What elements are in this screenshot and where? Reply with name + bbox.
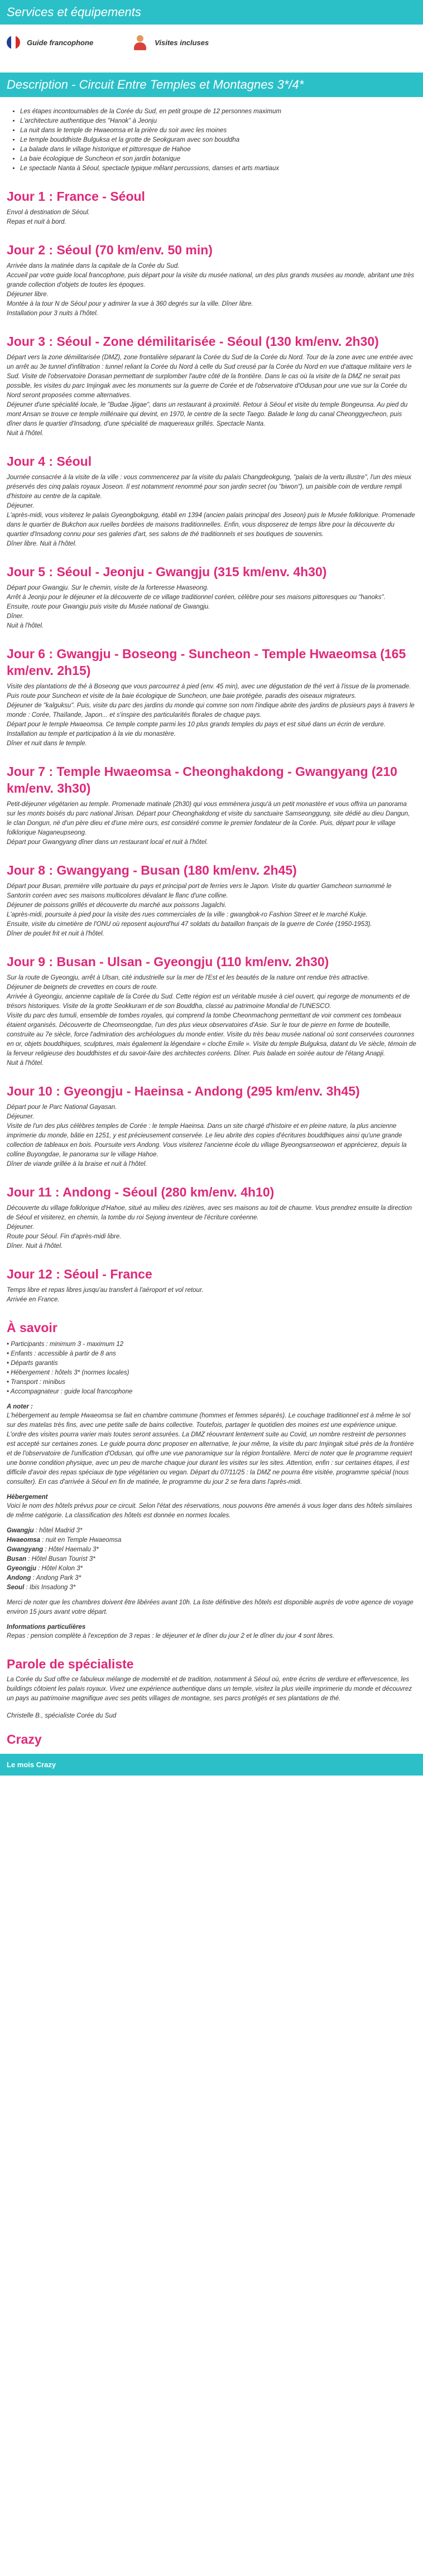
day-title: Jour 1 : France - Séoul: [7, 189, 145, 204]
day-line: Départ pour le Parc National Gayasan.: [7, 1104, 117, 1111]
hotel-row: Andong : Andong Park 3*: [7, 1575, 81, 1581]
info-heading: Informations particulières: [7, 1624, 86, 1630]
hotel-name: Hôtel Busan Tourist 3*: [31, 1556, 95, 1562]
day-line: Arrivée en France.: [7, 1296, 60, 1303]
day-title: Jour 5 : Séoul - Jeonju - Gwangju (315 km/env. 4h30): [7, 565, 327, 579]
savoir-list: [7, 1340, 416, 1397]
day-title: Jour 7 : Temple Hwaeomsa - Cheonghakdong - Gwangyang (210 km/env. 3h30): [7, 764, 397, 795]
hotel-name: Hôtel Haemalu 3*: [48, 1546, 99, 1553]
day-description: [7, 682, 416, 749]
hotel-city: Gyeongju: [7, 1565, 37, 1572]
hotel-city: Busan: [7, 1556, 27, 1562]
services-header: Services et équipements: [0, 0, 423, 25]
day-line: Dîner libre. Nuit à l'hôtel.: [7, 541, 77, 547]
day-line: Ensuite, route pour Gwangju puis visite du Musée national de Gwangju.: [7, 604, 210, 610]
savoir-item: • Transport : minibus: [7, 1378, 416, 1387]
hotel-row: Gyeongju : Hôtel Kolon 3*: [7, 1565, 83, 1572]
hotel-row: Busan : Hôtel Busan Tourist 3*: [7, 1556, 95, 1562]
day-line: Départ pour Gwangju. Sur le chemin, visite de la forteresse Hwaseong.: [7, 585, 209, 591]
highlights-list: [7, 107, 416, 173]
hotel-row: Gwangju : hôtel Madrid 3*: [7, 1527, 83, 1534]
day-line: Installation pour 3 nuits à l'hôtel.: [7, 310, 98, 317]
highlight-item: • Le spectacle Nanta à Séoul, spectacle typique mêlant percussions, danses et arts martiaux: [20, 164, 416, 173]
day-line: Déjeuner de "kalguksu". Puis, visite du parc des jardins du monde qui comme son nom l'indique abrite des jardins de plusieurs pays à travers le monde : Corée, Thaïlande, Japon... et s'inspire des particularités florales de chaque pays.: [7, 702, 415, 718]
day-line: Dîner. Nuit à l'hôtel.: [7, 1243, 63, 1250]
service-visits-label: Visites incluses: [155, 38, 209, 47]
day-line: Nuit à l'hôtel.: [7, 1060, 44, 1067]
day-line: Accueil par votre guide local francophone, puis départ pour la visite du musée national, un des plus grands musées au monde, abritant une très grande collection d'objets de toutes les époques.: [7, 272, 415, 288]
hotel-name: hôtel Madrid 3*: [39, 1527, 83, 1534]
day-line: Déjeuner de poissons grillés et découverte du marché aux poissons Jagalchi.: [7, 902, 227, 909]
savoir-item: • Départs garantis: [7, 1359, 416, 1368]
parole-title: Parole de spécialiste: [7, 1657, 134, 1671]
hotel-city: Seoul: [7, 1584, 25, 1591]
service-guide-label: Guide francophone: [27, 38, 94, 47]
hotel-name: Andong Park 3*: [36, 1575, 81, 1581]
day-description: [7, 973, 416, 1068]
day-description: [7, 473, 416, 549]
day-line: Départ vers la zone démilitarisée (DMZ), zone frontalière séparant la Corée du Sud de la Corée du Nord. Tour de la zone avec une entrée avec un arrêt au 3e tunnel d'infiltration : tunnel reliant la Corée du Nord à celle du Sud creusé par la Corée du Nord en vue d'attaque militaire vers le Sud. Visite de l'observatoire Dorasan permettant de surplomber l'autre côté de la frontière. Dans le cas où la visite de la DMZ ne serait pas possible, les visites du parc Imjingak avec les monuments sur la guerre de Corée et de l'observatoire d'Odusan pour une vue sur la Corée du Nord seront proposées comme alternatives.: [7, 354, 414, 399]
day-line: Montée à la tour N de Séoul pour y admirer la vue à 360 degrés sur la ville. Dîner libre.: [7, 301, 253, 307]
hebergement-heading: Hébergement: [7, 1494, 48, 1501]
day-description: [7, 583, 416, 631]
day-line: Arrivée dans la matinée dans la capitale de la Corée du Sud.: [7, 263, 180, 269]
day-line: Dîner de poulet frit et nuit à l'hôtel.: [7, 930, 104, 937]
day-description: [7, 208, 416, 227]
day-description: [7, 1103, 416, 1169]
french-flag-icon: [7, 36, 20, 49]
hotel-row: Hwaeomsa : nuit en Temple Hwaeomsa: [7, 1537, 122, 1543]
highlight-item: • La nuit dans le temple de Hwaeomsa et la prière du soir avec les moines: [20, 126, 416, 136]
day-line: Sur la route de Gyeongju, arrêt à Ulsan, cité industrielle sur la mer de l'Est et les beautés de la nature ont rendue très attractive.: [7, 975, 369, 981]
day-line: Route pour Séoul. Fin d'après-midi libre.: [7, 1233, 122, 1240]
hotel-name: Ibis Insadong 3*: [29, 1584, 76, 1591]
day-title: Jour 4 : Séoul: [7, 454, 92, 469]
day-line: Arrêt à Jeonju pour le déjeuner et la découverte de ce village traditionnel coréen, célèbre pour ses maisons pittoresques ou "hanoks".: [7, 594, 386, 601]
day-line: Envol à destination de Séoul.: [7, 209, 90, 216]
day-title: Jour 2 : Séoul (70 km/env. 50 min): [7, 243, 213, 257]
day-description: [7, 1204, 416, 1251]
day-line: Nuit à l'hôtel.: [7, 430, 44, 437]
day-description: [7, 353, 416, 438]
savoir-item: • Enfants : accessible à partir de 8 ans: [7, 1349, 416, 1359]
day-line: Nuit à l'hôtel.: [7, 623, 44, 629]
info-text: Repas : pension complète à l'exception de 3 repas : le déjeuner et le dîner du jour 2 et le dîner du jour 4 sont libres.: [7, 1633, 335, 1639]
itinerary: [7, 188, 416, 1305]
savoir-title: À savoir: [7, 1320, 57, 1335]
note-heading: A noter :: [7, 1403, 33, 1410]
day-line: Déjeuner libre.: [7, 291, 49, 298]
day-title: Jour 10 : Gyeongju - Haeinsa - Andong (295 km/env. 3h45): [7, 1084, 360, 1098]
day-title: Jour 6 : Gwangju - Boseong - Suncheon - Temple Hwaeomsa (165 km/env. 2h15): [7, 647, 406, 678]
day-line: Visite de l'un des plus célèbres temples de Corée : le temple Haeinsa. Dans un site chargé d'histoire et en pleine nature, la plus ancienne imprimerie du monde, bâtie en 1251, y est précieusement conservée. Le lieu abrite des copies d'écritures bouddhiques ainsi qu'une grande collection de tableaux en bois. Poursuite vers Andong. Vous visiterez l'ancienne école du village Byeongsanseowon et apprécierez, depuis la colline Buyongdae, le panorama sur le village Hahoe.: [7, 1123, 407, 1158]
highlight-item: • La balade dans le village historique et pittoresque de Hahoe: [20, 145, 416, 155]
day-line: Arrivée à Gyeongju, ancienne capitale de la Corée du Sud. Cette région est un véritable musée à ciel ouvert, qui regorge de monuments et de trésors historiques. Visite de la grotte Seokkuram et de son Bouddha, classé au patrimoine Mondial de l'UNESCO.: [7, 993, 410, 1010]
description-header: Description - Circuit Entre Temples et Montagnes 3*/4*: [0, 73, 423, 97]
day-title: Jour 3 : Séoul - Zone démilitarisée - Séoul (130 km/env. 2h30): [7, 334, 379, 349]
day-line: Déjeuner.: [7, 503, 35, 509]
day-line: Départ pour le temple Hwaeomsa. Ce temple compte parmi les 10 plus grands temples du pays et est situé dans un écrin de verdure. Installation au temple et participation à la vie du monastère.: [7, 721, 386, 737]
reservations-text: Merci de noter que les chambres doivent être libérées avant 10h. La liste définitive des hôtels est disponible auprès de votre agence de voyage environ 15 jours avant votre départ.: [7, 1599, 414, 1615]
day-title: Jour 9 : Busan - Ulsan - Gyeongju (110 km/env. 2h30): [7, 954, 329, 969]
day-line: Visite des plantations de thé à Boseong que vous parcourrez à pied (env. 45 min), avec une dégustation de thé vert à l'issue de la promenade. Puis route pour Suncheon et visite de la baie écologique de Suncheon, une baie protégée, paradis des oiseaux migrateurs.: [7, 683, 411, 700]
highlight-item: • Les étapes incontournables de la Corée du Sud, en petit groupe de 12 personnes maximum: [20, 107, 416, 117]
hotel-city: Andong: [7, 1575, 31, 1581]
day-title: Jour 11 : Andong - Séoul (280 km/env. 4h10): [7, 1185, 275, 1199]
crazy-title: Crazy: [7, 1732, 42, 1747]
highlight-item: • Le temple bouddhiste Bulguksa et la grotte de Seokguram avec son bouddha: [20, 136, 416, 145]
hotel-city: Gwangyang: [7, 1546, 44, 1553]
crazy-month-link[interactable]: Le mois Crazy: [0, 1754, 423, 1776]
savoir-item: • Participants : minimum 3 - maximum 12: [7, 1340, 416, 1349]
day-description: [7, 800, 416, 847]
day-line: Découverte du village folklorique d'Hahoe, situé au milieu des rizières, avec ses maisons au toit de chaume. Vous prendrez ensuite la direction de Séoul et visiterez, en chemin, la tombe du roi Sejong inventeur de l'écriture coréenne.: [7, 1205, 412, 1221]
hotel-name: Hôtel Kolon 3*: [41, 1565, 83, 1572]
day-line: Déjeuner.: [7, 1113, 35, 1120]
highlight-item: • La baie écologique de Suncheon et son jardin botanique: [20, 155, 416, 164]
day-line: Départ pour Gwangyang dîner dans un restaurant local et nuit à l'hôtel.: [7, 839, 208, 846]
parole-author: Christelle B., spécialiste Corée du Sud: [7, 1712, 117, 1719]
day-title: Jour 12 : Séoul - France: [7, 1267, 152, 1281]
savoir-item: • Accompagnateur : guide local francophone: [7, 1387, 416, 1397]
day-line: Déjeuner d'une spécialité locale, le "Budae Jjigae", dans un restaurant à proximité. Retour à Séoul et visite du temple Bongeunsa. Au pied du mont Ansan se trouve ce temple millénaire qui devint, en 1970, le centre de la secte Taego. Balade le long du canal Cheonggyecheon, puis dîner dans le quartier d'Insadong, d'une spécialité de maquereaux grillés. Spectacle Nanta.: [7, 402, 408, 427]
day-line: Départ pour Busan, première ville portuaire du pays et principal port de ferries vers le Japon. Visite du quartier Gamcheon surnommé le Santorin coréen avec ses maisons multicolores dévalant le flanc d'une colline.: [7, 883, 392, 899]
parole-text: La Corée du Sud offre ce fabuleux mélange de modernité et de tradition, notamment à Séoul où, entre écrins de verdure et effervescence, les buildings côtoient les palais royaux. Vivez une expérience authentique dans un temple, visitez la plus vieille imprimerie du monde et découvrez un pays au patrimoine magnifique avec ses petits villages de montagne, ses parcs protégés et ses plantations de thé.: [7, 1676, 412, 1702]
guide-person-icon: [132, 35, 148, 50]
note-text: L'hébergement au temple Hwaeomsa se fait en chambre commune (hommes et femmes séparés). Le couchage traditionnel est à même le sol sur des matelas très fins, avec une petite salle de bains collective. Toutefois, partager le quotidien des moines est une expérience unique. L'ordre des visites pourra varier mais toutes seront assurées. La DMZ réouvrant lentement suite au Covid, un nombre restreint de personnes est accepté sur certaines zones. Le guide pourra donc proposer en alternative, le jour même, la visite du parc Imjingak situé près de la frontière et de l'observatoire de l'unification d'Odusan, qui offre une vue panoramique sur la région frontalière. Merci de noter que le programme requiert une bonne condition physique, avec un peu de marche chaque jour durant les visites sur les sites. Attention, enfin : sur certaines étapes, il est difficile d'avoir des repas spéciaux de type végétarien ou vegan. Départ du 07/11/25 : la DMZ ne pourra être visitée, programme spécial (nous consulter). En cas d'arrivée à Séoul en fin de matinée, le programme du jour 2 se fera dans l'après-midi.: [7, 1412, 414, 1485]
day-line: Temps libre et repas libres jusqu'au transfert à l'aéroport et vol retour.: [7, 1287, 204, 1294]
service-visits: [132, 35, 209, 50]
hotel-row: Gwangyang : Hôtel Haemalu 3*: [7, 1546, 99, 1553]
highlight-item: • L'architecture authentique des "Hanok" à Jeonju: [20, 117, 416, 126]
service-guide: [7, 35, 93, 50]
day-title: Jour 8 : Gwangyang - Busan (180 km/env. 2h45): [7, 863, 297, 877]
day-line: Déjeuner.: [7, 1224, 35, 1231]
day-line: Petit-déjeuner végétarien au temple. Promenade matinale (2h30) qui vous emmènera jusqu'à un petit monastère et vous offrira un panorama sur les monts boisés du parc national Jirisan. Départ pour Cheonghakdong et visite du sanctuaire Samseonggung, site dédié au dieu Dangun, le clan Dongun, né d'un père dieu et d'une mère ours, est considéré comme le premier fondateur de la Corée. Puis, départ pour le village folklorique Naganeupseong.: [7, 801, 410, 836]
hotel-city: Hwaeomsa: [7, 1537, 41, 1543]
services-list: [7, 25, 416, 62]
day-line: L'après-midi, vous visiterez le palais Gyeongbokgung, établi en 1394 (ancien palais principal des Joseon) puis le Musée folklorique. Promenade dans le quartier de Bukchon aux ruelles bordées de maisons traditionnelles. Enfin, vous disposerez de temps libre pour la découverte du quartier d'Insadong connu pour ses galeries d'art, ses salons de thé traditionnels et ses boutiques de souvenirs.: [7, 512, 415, 538]
day-description: [7, 882, 416, 939]
hotel-list: [7, 1526, 416, 1593]
day-line: Journée consacrée à la visite de la ville : vous commencerez par la visite du palais Changdeokgung, "palais de la vertu illustre", l'un des mieux préservés des cinq palais royaux Joseon. Il est notamment renommé pour son jardin secret (ou "biwon"), un paisible coin de verdure rempli d'histoire au centre de la capitale.: [7, 474, 412, 500]
savoir-item: • Hébergement : hôtels 3* (normes locales): [7, 1368, 416, 1378]
hotel-row: Seoul : Ibis Insadong 3*: [7, 1584, 76, 1591]
day-line: Ensuite, visite du cimetière de l'ONU où reposent aujourd'hui 47 soldats du bataillon français de la guerre de Corée (1950-1953).: [7, 921, 372, 928]
day-line: L'après-midi, poursuite à pied pour la visite des rues commerciales de la ville : gwangbok-ro Fashion Street et le marché Kukje.: [7, 911, 368, 918]
day-description: [7, 262, 416, 319]
hotel-city: Gwangju: [7, 1527, 34, 1534]
hebergement-text: Voici le nom des hôtels prévus pour ce circuit. Selon l'état des réservations, nous pouvons être amenés à vous loger dans des hôtels similaires de même catégorie. La classification des hôtels est donnée en normes locales.: [7, 1503, 412, 1519]
day-line: Visite du parc des tumuli, ensemble de tombes royales, qui comprend la tombe Cheonmachong permettant de voir comment ces tombeaux étaient organisés. Découverte de Cheomseongdae, l'un des plus vieux observatoires d'Asie. Sur le tour de pierre en forme de bouteille, construite au 7e siècle, force l'admiration des archéologues du monde entier. Visite du très beau musée national où sont conservées couronnes en or, objets bouddhiques, sculptures, mais également la légendaire « cloche Emile ». Visite du temple Bulguksa, datant du Ve siècle, témoin de la ferveur religieuse des bouddhistes et du savoir-faire des architectes coréens. Dîner. Puis balade en soirée autour de l'étang Anapji.: [7, 1012, 416, 1057]
day-line: Dîner et nuit dans le temple.: [7, 740, 87, 747]
day-line: Dîner.: [7, 613, 24, 620]
day-line: Repas et nuit à bord.: [7, 219, 66, 225]
day-description: [7, 1286, 416, 1305]
hotel-name: nuit en Temple Hwaeomsa: [45, 1537, 122, 1543]
day-line: Dîner de viande grillée à la braise et nuit à l'hôtel.: [7, 1161, 147, 1168]
day-line: Déjeuner de beignets de crevettes en cours de route.: [7, 984, 158, 991]
